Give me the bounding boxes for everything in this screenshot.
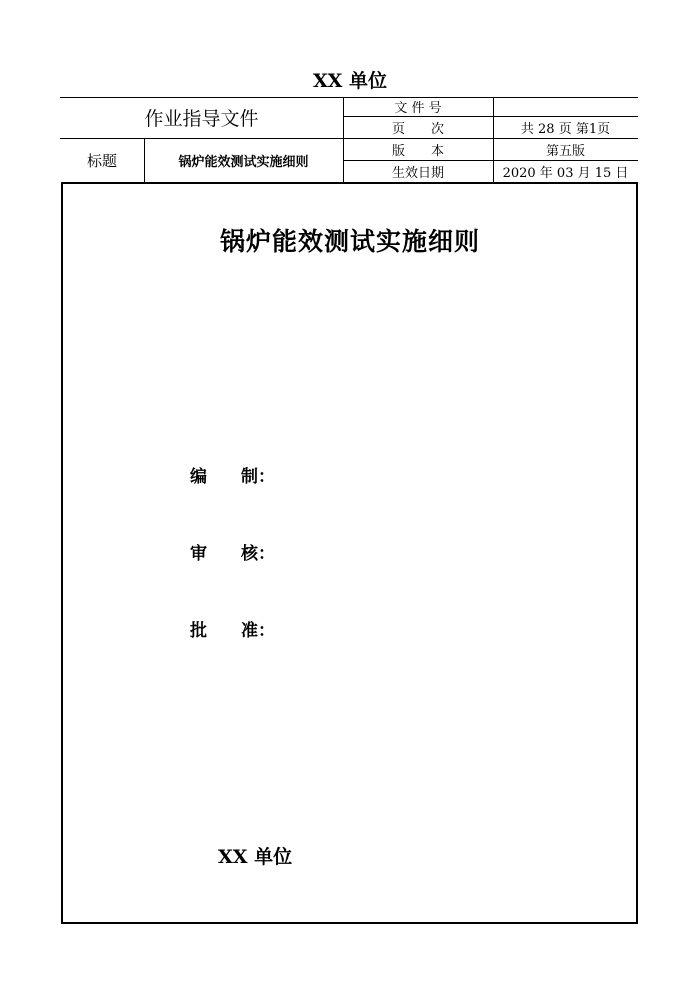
document-header-table [60,97,638,182]
cover-frame [61,182,638,924]
organization-name: XX 单位 [312,70,388,92]
file-number-label: 文 件 号 [394,101,442,116]
page-count-value: 共 28 页 第1页 [520,121,611,137]
doc-type: 作业指导文件 [144,108,259,130]
prepared-by-label: 编 制： [190,467,275,487]
reviewed-by-label: 审 核： [190,544,275,564]
footer-organization: XX 单位 [218,846,293,868]
version-value: 第五版 [545,143,585,159]
file-number-value [493,97,638,116]
document-title: 锅炉能效测试实施细则 [219,227,480,256]
effective-date-value: 2020 年 03 月 15 日 [502,165,629,181]
approved-by-label: 批 准： [190,621,275,641]
page-count-label: 页 次 [391,121,444,137]
title-value: 锅炉能效测试实施细则 [178,154,309,170]
title-label: 标题 [86,151,117,170]
version-label: 版 本 [391,143,444,159]
effective-date-label: 生效日期 [391,165,444,181]
